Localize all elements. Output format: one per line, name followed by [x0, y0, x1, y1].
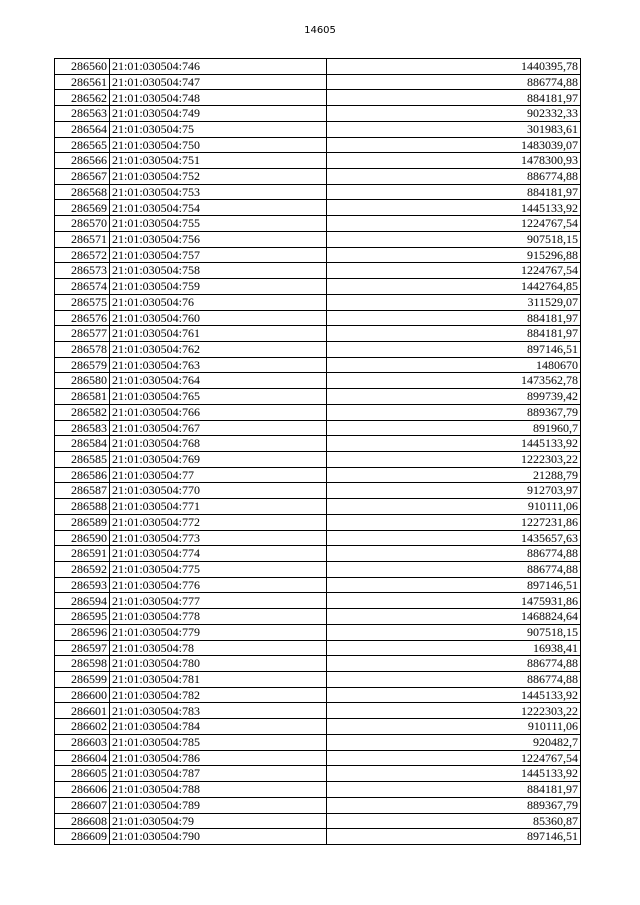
- cadastral-value-table: [54, 58, 581, 845]
- cadastral-number-cell: 21:01:030504:747: [110, 74, 327, 90]
- row-number-cell: 286580: [55, 373, 110, 389]
- cadastral-number-cell: 21:01:030504:771: [110, 499, 327, 515]
- row-number-cell: 286608: [55, 813, 110, 829]
- cadastral-number-cell: 21:01:030504:780: [110, 656, 327, 672]
- cadastral-number-cell: 21:01:030504:749: [110, 106, 327, 122]
- cadastral-number-cell: 21:01:030504:759: [110, 279, 327, 295]
- cadastral-value-cell: 886774,88: [327, 672, 581, 688]
- table-row: [55, 813, 581, 829]
- cadastral-value-cell: 884181,97: [327, 90, 581, 106]
- cadastral-number-cell: 21:01:030504:789: [110, 797, 327, 813]
- cadastral-value-cell: 85360,87: [327, 813, 581, 829]
- table-row: [55, 326, 581, 342]
- cadastral-number-cell: 21:01:030504:775: [110, 562, 327, 578]
- cadastral-number-cell: 21:01:030504:750: [110, 137, 327, 153]
- row-number-cell: 286594: [55, 593, 110, 609]
- row-number-cell: 286564: [55, 121, 110, 137]
- table-row: [55, 389, 581, 405]
- cadastral-value-cell: 886774,88: [327, 562, 581, 578]
- cadastral-value-cell: 899739,42: [327, 389, 581, 405]
- row-number-cell: 286569: [55, 200, 110, 216]
- row-number-cell: 286577: [55, 326, 110, 342]
- table-row: [55, 436, 581, 452]
- cadastral-number-cell: 21:01:030504:787: [110, 766, 327, 782]
- cadastral-number-cell: 21:01:030504:788: [110, 782, 327, 798]
- cadastral-number-cell: 21:01:030504:753: [110, 184, 327, 200]
- row-number-cell: 286585: [55, 451, 110, 467]
- row-number-cell: 286565: [55, 137, 110, 153]
- cadastral-number-cell: 21:01:030504:75: [110, 121, 327, 137]
- cadastral-number-cell: 21:01:030504:760: [110, 310, 327, 326]
- row-number-cell: 286570: [55, 216, 110, 232]
- cadastral-value-cell: 897146,51: [327, 577, 581, 593]
- table-row: [55, 294, 581, 310]
- cadastral-number-cell: 21:01:030504:767: [110, 420, 327, 436]
- cadastral-number-cell: 21:01:030504:762: [110, 341, 327, 357]
- cadastral-number-cell: 21:01:030504:782: [110, 687, 327, 703]
- row-number-cell: 286560: [55, 59, 110, 75]
- table-row: [55, 687, 581, 703]
- cadastral-number-cell: 21:01:030504:79: [110, 813, 327, 829]
- row-number-cell: 286587: [55, 483, 110, 499]
- row-number-cell: 286573: [55, 263, 110, 279]
- cadastral-number-cell: 21:01:030504:77: [110, 467, 327, 483]
- row-number-cell: 286605: [55, 766, 110, 782]
- cadastral-value-cell: 1224767,54: [327, 263, 581, 279]
- table-row: [55, 310, 581, 326]
- cadastral-number-cell: 21:01:030504:785: [110, 734, 327, 750]
- table-row: [55, 829, 581, 845]
- row-number-cell: 286606: [55, 782, 110, 798]
- cadastral-number-cell: 21:01:030504:790: [110, 829, 327, 845]
- table-row: [55, 121, 581, 137]
- table-row: [55, 59, 581, 75]
- row-number-cell: 286598: [55, 656, 110, 672]
- table-row: [55, 797, 581, 813]
- cadastral-number-cell: 21:01:030504:770: [110, 483, 327, 499]
- table-row: [55, 420, 581, 436]
- table-row: [55, 782, 581, 798]
- cadastral-number-cell: 21:01:030504:757: [110, 247, 327, 263]
- table-row: [55, 750, 581, 766]
- cadastral-value-cell: 897146,51: [327, 829, 581, 845]
- table-row: [55, 624, 581, 640]
- table-row: [55, 90, 581, 106]
- cadastral-number-cell: 21:01:030504:779: [110, 624, 327, 640]
- page-number: 14605: [304, 25, 336, 36]
- table-row: [55, 656, 581, 672]
- cadastral-number-cell: 21:01:030504:776: [110, 577, 327, 593]
- table-row: [55, 373, 581, 389]
- table-row: [55, 640, 581, 656]
- cadastral-value-cell: 902332,33: [327, 106, 581, 122]
- cadastral-value-cell: 915296,88: [327, 247, 581, 263]
- cadastral-number-cell: 21:01:030504:752: [110, 169, 327, 185]
- cadastral-number-cell: 21:01:030504:764: [110, 373, 327, 389]
- cadastral-value-cell: 889367,79: [327, 797, 581, 813]
- cadastral-value-cell: 884181,97: [327, 310, 581, 326]
- cadastral-value-cell: 886774,88: [327, 169, 581, 185]
- cadastral-value-cell: 1483039,07: [327, 137, 581, 153]
- table-row: [55, 451, 581, 467]
- cadastral-value-cell: 884181,97: [327, 782, 581, 798]
- row-number-cell: 286572: [55, 247, 110, 263]
- table-row: [55, 672, 581, 688]
- row-number-cell: 286590: [55, 530, 110, 546]
- row-number-cell: 286588: [55, 499, 110, 515]
- cadastral-number-cell: 21:01:030504:783: [110, 703, 327, 719]
- row-number-cell: 286591: [55, 546, 110, 562]
- cadastral-number-cell: 21:01:030504:778: [110, 609, 327, 625]
- table-row: [55, 153, 581, 169]
- row-number-cell: 286582: [55, 404, 110, 420]
- cadastral-number-cell: 21:01:030504:746: [110, 59, 327, 75]
- table-row: [55, 609, 581, 625]
- row-number-cell: 286596: [55, 624, 110, 640]
- cadastral-number-cell: 21:01:030504:751: [110, 153, 327, 169]
- row-number-cell: 286581: [55, 389, 110, 405]
- cadastral-value-cell: 1468824,64: [327, 609, 581, 625]
- cadastral-value-cell: 884181,97: [327, 326, 581, 342]
- cadastral-value-cell: 301983,61: [327, 121, 581, 137]
- cadastral-number-cell: 21:01:030504:758: [110, 263, 327, 279]
- row-number-cell: 286584: [55, 436, 110, 452]
- row-number-cell: 286603: [55, 734, 110, 750]
- cadastral-number-cell: 21:01:030504:765: [110, 389, 327, 405]
- cadastral-value-cell: 1445133,92: [327, 766, 581, 782]
- row-number-cell: 286595: [55, 609, 110, 625]
- table-row: [55, 766, 581, 782]
- cadastral-value-cell: 16938,41: [327, 640, 581, 656]
- table-row: [55, 357, 581, 373]
- cadastral-number-cell: 21:01:030504:756: [110, 231, 327, 247]
- cadastral-number-cell: 21:01:030504:766: [110, 404, 327, 420]
- row-number-cell: 286579: [55, 357, 110, 373]
- row-number-cell: 286567: [55, 169, 110, 185]
- table-row: [55, 514, 581, 530]
- cadastral-number-cell: 21:01:030504:761: [110, 326, 327, 342]
- cadastral-value-cell: 920482,7: [327, 734, 581, 750]
- table-row: [55, 530, 581, 546]
- cadastral-value-cell: 891960,7: [327, 420, 581, 436]
- table-row: [55, 734, 581, 750]
- cadastral-value-cell: 1222303,22: [327, 703, 581, 719]
- cadastral-value-cell: 889367,79: [327, 404, 581, 420]
- cadastral-number-cell: 21:01:030504:773: [110, 530, 327, 546]
- cadastral-number-cell: 21:01:030504:774: [110, 546, 327, 562]
- table-row: [55, 106, 581, 122]
- table-row: [55, 404, 581, 420]
- cadastral-value-cell: 1445133,92: [327, 436, 581, 452]
- cadastral-value-cell: 1475931,86: [327, 593, 581, 609]
- cadastral-value-cell: 884181,97: [327, 184, 581, 200]
- cadastral-value-cell: 1440395,78: [327, 59, 581, 75]
- table-row: [55, 216, 581, 232]
- cadastral-value-cell: 1445133,92: [327, 687, 581, 703]
- table-row: [55, 499, 581, 515]
- row-number-cell: 286574: [55, 279, 110, 295]
- row-number-cell: 286566: [55, 153, 110, 169]
- table-row: [55, 593, 581, 609]
- cadastral-value-cell: 912703,97: [327, 483, 581, 499]
- table-row: [55, 719, 581, 735]
- table-row: [55, 546, 581, 562]
- cadastral-number-cell: 21:01:030504:754: [110, 200, 327, 216]
- row-number-cell: 286600: [55, 687, 110, 703]
- cadastral-value-cell: 1442764,85: [327, 279, 581, 295]
- table-row: [55, 231, 581, 247]
- row-number-cell: 286575: [55, 294, 110, 310]
- cadastral-value-cell: 1222303,22: [327, 451, 581, 467]
- cadastral-value-cell: 1224767,54: [327, 750, 581, 766]
- cadastral-number-cell: 21:01:030504:755: [110, 216, 327, 232]
- cadastral-value-cell: 1224767,54: [327, 216, 581, 232]
- row-number-cell: 286561: [55, 74, 110, 90]
- row-number-cell: 286599: [55, 672, 110, 688]
- table-row: [55, 279, 581, 295]
- cadastral-value-cell: 910111,06: [327, 499, 581, 515]
- cadastral-value-cell: 1473562,78: [327, 373, 581, 389]
- row-number-cell: 286576: [55, 310, 110, 326]
- table-row: [55, 263, 581, 279]
- cadastral-value-cell: 886774,88: [327, 546, 581, 562]
- row-number-cell: 286602: [55, 719, 110, 735]
- row-number-cell: 286568: [55, 184, 110, 200]
- cadastral-number-cell: 21:01:030504:768: [110, 436, 327, 452]
- row-number-cell: 286607: [55, 797, 110, 813]
- row-number-cell: 286562: [55, 90, 110, 106]
- cadastral-number-cell: 21:01:030504:78: [110, 640, 327, 656]
- cadastral-value-cell: 1478300,93: [327, 153, 581, 169]
- table-row: [55, 137, 581, 153]
- cadastral-value-cell: 886774,88: [327, 656, 581, 672]
- cadastral-number-cell: 21:01:030504:769: [110, 451, 327, 467]
- row-number-cell: 286589: [55, 514, 110, 530]
- cadastral-value-cell: 21288,79: [327, 467, 581, 483]
- cadastral-number-cell: 21:01:030504:772: [110, 514, 327, 530]
- table-row: [55, 341, 581, 357]
- table-body: [55, 59, 581, 845]
- cadastral-value-cell: 1480670: [327, 357, 581, 373]
- cadastral-value-cell: 897146,51: [327, 341, 581, 357]
- cadastral-value-cell: 1435657,63: [327, 530, 581, 546]
- table-row: [55, 483, 581, 499]
- cadastral-value-cell: 311529,07: [327, 294, 581, 310]
- cadastral-number-cell: 21:01:030504:748: [110, 90, 327, 106]
- cadastral-value-cell: 1445133,92: [327, 200, 581, 216]
- row-number-cell: 286604: [55, 750, 110, 766]
- row-number-cell: 286592: [55, 562, 110, 578]
- row-number-cell: 286571: [55, 231, 110, 247]
- row-number-cell: 286563: [55, 106, 110, 122]
- row-number-cell: 286593: [55, 577, 110, 593]
- table-row: [55, 467, 581, 483]
- table-row: [55, 169, 581, 185]
- cadastral-value-cell: 910111,06: [327, 719, 581, 735]
- cadastral-number-cell: 21:01:030504:784: [110, 719, 327, 735]
- cadastral-number-cell: 21:01:030504:786: [110, 750, 327, 766]
- table-row: [55, 577, 581, 593]
- cadastral-value-cell: 907518,15: [327, 231, 581, 247]
- cadastral-value-cell: 907518,15: [327, 624, 581, 640]
- cadastral-value-cell: 886774,88: [327, 74, 581, 90]
- row-number-cell: 286583: [55, 420, 110, 436]
- table-row: [55, 703, 581, 719]
- cadastral-number-cell: 21:01:030504:76: [110, 294, 327, 310]
- row-number-cell: 286578: [55, 341, 110, 357]
- table-row: [55, 562, 581, 578]
- cadastral-number-cell: 21:01:030504:781: [110, 672, 327, 688]
- row-number-cell: 286586: [55, 467, 110, 483]
- cadastral-value-cell: 1227231,86: [327, 514, 581, 530]
- cadastral-number-cell: 21:01:030504:777: [110, 593, 327, 609]
- row-number-cell: 286601: [55, 703, 110, 719]
- table-row: [55, 247, 581, 263]
- table-row: [55, 200, 581, 216]
- cadastral-number-cell: 21:01:030504:763: [110, 357, 327, 373]
- table-row: [55, 184, 581, 200]
- table-row: [55, 74, 581, 90]
- row-number-cell: 286609: [55, 829, 110, 845]
- row-number-cell: 286597: [55, 640, 110, 656]
